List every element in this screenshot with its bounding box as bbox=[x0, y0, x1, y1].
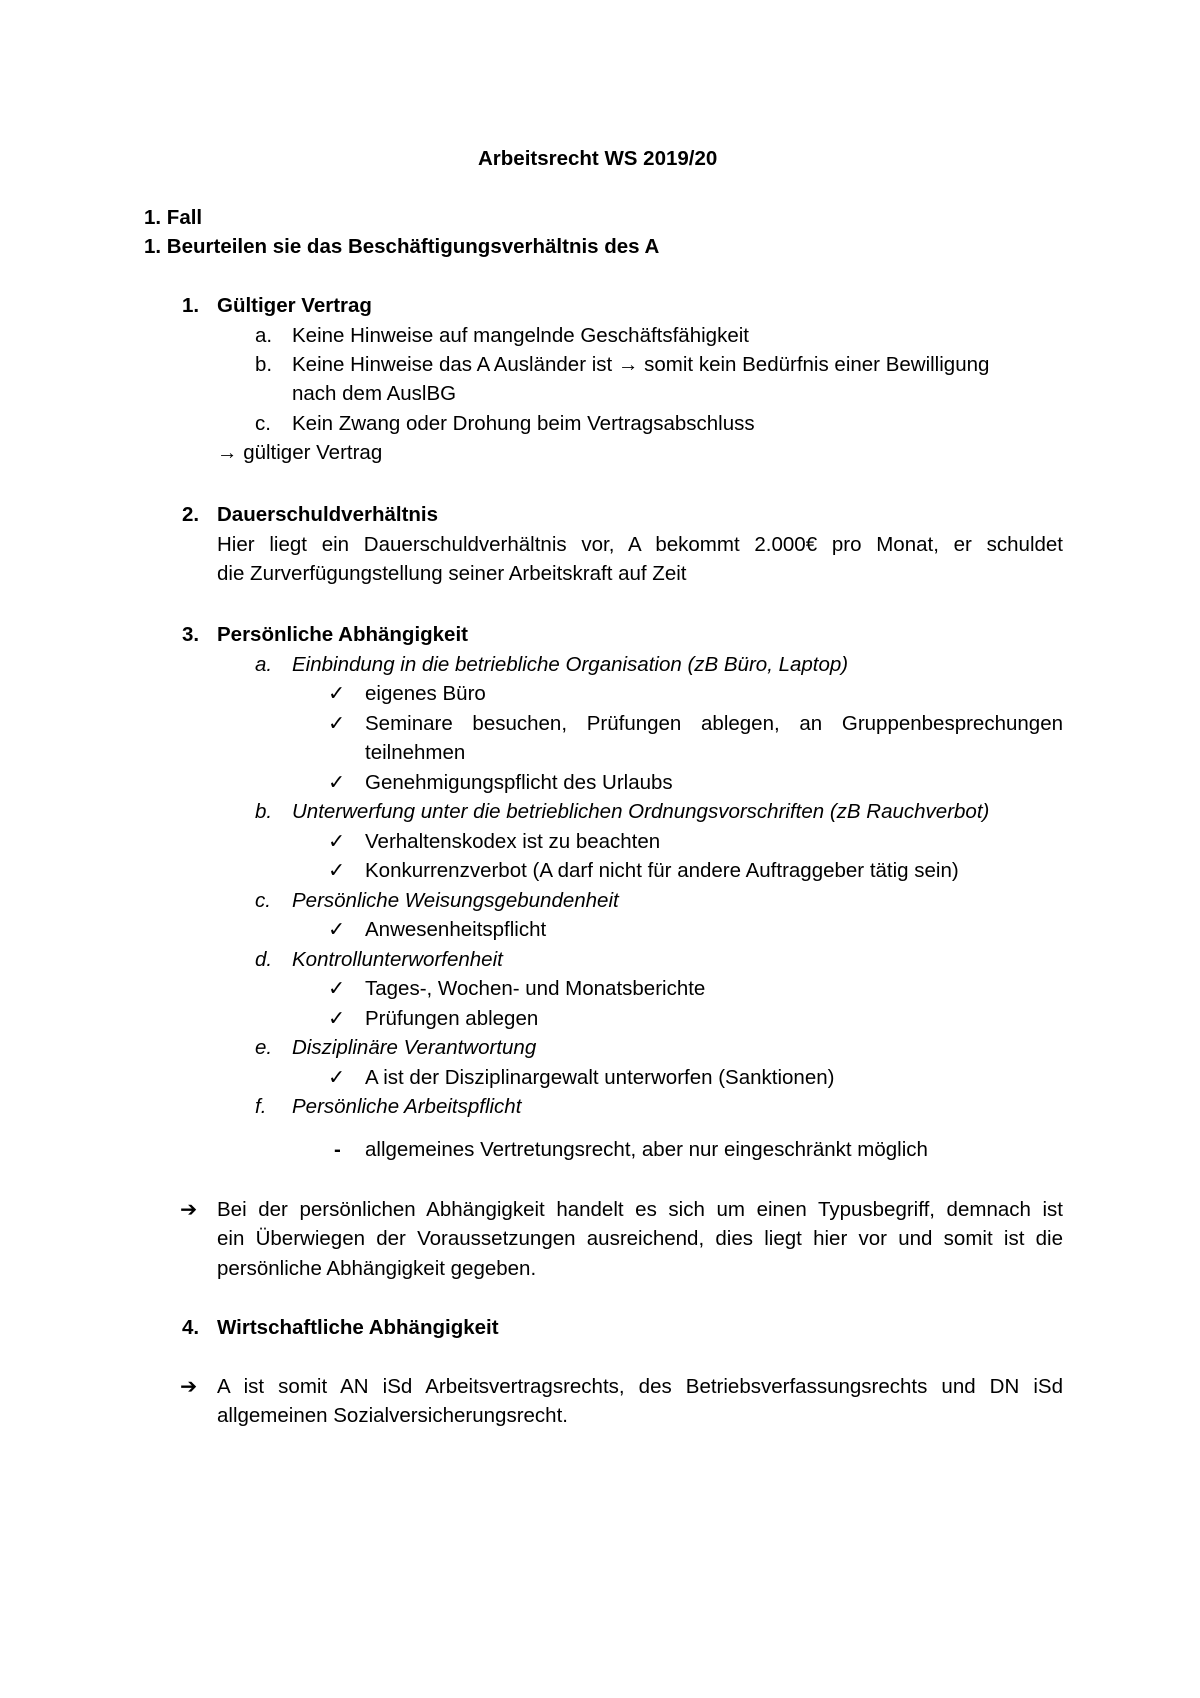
s1-item-a-marker: a. bbox=[255, 324, 273, 347]
s2-paragraph-line-1: Hier liegt ein Dauerschuldverhältnis vor, A bekommt 2.000€ pro Monat, er schuldet bbox=[217, 533, 1063, 556]
question-heading: 1. Beurteilen sie das Beschäftigungsverhältnis des A bbox=[144, 235, 660, 258]
s1-item-b-text-after: somit kein Bedürfnis einer Bewilligung bbox=[644, 353, 990, 376]
s3-item-a-label: Einbindung in die betriebliche Organisation (zB Büro, Laptop) bbox=[292, 653, 849, 676]
arrow-right-icon: ➔ bbox=[180, 1198, 198, 1221]
s1-item-b-continuation: nach dem AuslBG bbox=[292, 382, 457, 405]
s1-item-c-text: Kein Zwang oder Drohung beim Vertragsabschluss bbox=[292, 412, 755, 435]
s3-b-check-1: Verhaltenskodex ist zu beachten bbox=[365, 830, 661, 853]
section-4-heading: Wirtschaftliche Abhängigkeit bbox=[217, 1316, 499, 1339]
s1-item-a-text: Keine Hinweise auf mangelnde Geschäftsfähigkeit bbox=[292, 324, 749, 347]
s1-conclusion bbox=[217, 438, 382, 468]
section-1-heading: Gültiger Vertrag bbox=[217, 294, 372, 317]
section-3-number: 3. bbox=[182, 623, 200, 646]
conclusion-2-line-1: A ist somit AN iSd Arbeitsvertragsrechts, des Betriebsverfassungsrechts und DN iSd bbox=[217, 1375, 1063, 1398]
s3-item-c-marker: c. bbox=[255, 889, 271, 912]
s3-item-b-label: Unterwerfung unter die betrieblichen Ordnungsvorschriften (zB Rauchverbot) bbox=[292, 800, 990, 823]
check-icon: ✓ bbox=[328, 1007, 346, 1030]
check-icon: ✓ bbox=[328, 918, 346, 941]
conclusion-1-line-3: persönliche Abhängigkeit gegeben. bbox=[217, 1257, 537, 1280]
conclusion-2-line-2: allgemeinen Sozialversicherungsrecht. bbox=[217, 1404, 568, 1427]
s1-item-b-line bbox=[292, 350, 989, 380]
s1-item-b-marker: b. bbox=[255, 353, 273, 376]
s3-e-check-1: A ist der Disziplinargewalt unterworfen (Sanktionen) bbox=[365, 1066, 835, 1089]
dash-bullet: - bbox=[334, 1138, 341, 1161]
check-icon: ✓ bbox=[328, 859, 346, 882]
s1-conclusion-text: gültiger Vertrag bbox=[243, 441, 383, 464]
s1-item-c-marker: c. bbox=[255, 412, 271, 435]
s3-item-e-label: Disziplinäre Verantwortung bbox=[292, 1036, 537, 1059]
s3-item-f-label: Persönliche Arbeitspflicht bbox=[292, 1095, 522, 1118]
s3-b-check-2: Konkurrenzverbot (A darf nicht für andere Auftraggeber tätig sein) bbox=[365, 859, 959, 882]
conclusion-1-line-1: Bei der persönlichen Abhängigkeit handelt es sich um einen Typusbegriff, demnach ist bbox=[217, 1198, 1063, 1221]
check-icon: ✓ bbox=[328, 712, 346, 735]
arrow-icon: → bbox=[217, 441, 238, 464]
s3-item-f-marker: f. bbox=[255, 1095, 267, 1118]
s3-d-check-1: Tages-, Wochen- und Monatsberichte bbox=[365, 977, 706, 1000]
section-4-number: 4. bbox=[182, 1316, 200, 1339]
section-2-heading: Dauerschuldverhältnis bbox=[217, 503, 439, 526]
conclusion-1-line-2: ein Überwiegen der Voraussetzungen ausreichend, dies liegt hier vor und somit ist die bbox=[217, 1227, 1063, 1250]
s3-a-check-3: Genehmigungspflicht des Urlaubs bbox=[365, 771, 673, 794]
check-icon: ✓ bbox=[328, 1066, 346, 1089]
check-icon: ✓ bbox=[328, 977, 346, 1000]
s3-item-e-marker: e. bbox=[255, 1036, 273, 1059]
s3-a-check-1: eigenes Büro bbox=[365, 682, 486, 705]
s3-item-b-marker: b. bbox=[255, 800, 273, 823]
check-icon: ✓ bbox=[328, 830, 346, 853]
case-heading: 1. Fall bbox=[144, 206, 203, 229]
s3-c-check-1: Anwesenheitspflicht bbox=[365, 918, 547, 941]
s3-item-d-marker: d. bbox=[255, 948, 273, 971]
s1-item-b-text: Keine Hinweise das A Ausländer ist bbox=[292, 353, 613, 376]
document-title: Arbeitsrecht WS 2019/20 bbox=[478, 147, 718, 170]
s3-item-d-label: Kontrollunterworfenheit bbox=[292, 948, 503, 971]
s3-a-check-2-continuation: teilnehmen bbox=[365, 741, 466, 764]
check-icon: ✓ bbox=[328, 682, 346, 705]
section-3-heading: Persönliche Abhängigkeit bbox=[217, 623, 468, 646]
s3-item-c-label: Persönliche Weisungsgebundenheit bbox=[292, 889, 619, 912]
s3-f-dash-item: allgemeines Vertretungsrecht, aber nur eingeschränkt möglich bbox=[365, 1138, 928, 1161]
section-2-number: 2. bbox=[182, 503, 200, 526]
s3-a-check-2: Seminare besuchen, Prüfungen ablegen, an Gruppenbesprechungen bbox=[365, 712, 1063, 735]
s3-d-check-2: Prüfungen ablegen bbox=[365, 1007, 539, 1030]
s3-item-a-marker: a. bbox=[255, 653, 273, 676]
s2-paragraph-line-2: die Zurverfügungstellung seiner Arbeitskraft auf Zeit bbox=[217, 562, 687, 585]
check-icon: ✓ bbox=[328, 771, 346, 794]
arrow-right-icon: ➔ bbox=[180, 1375, 198, 1398]
arrow-icon: → bbox=[617, 353, 639, 376]
section-1-number: 1. bbox=[182, 294, 200, 317]
